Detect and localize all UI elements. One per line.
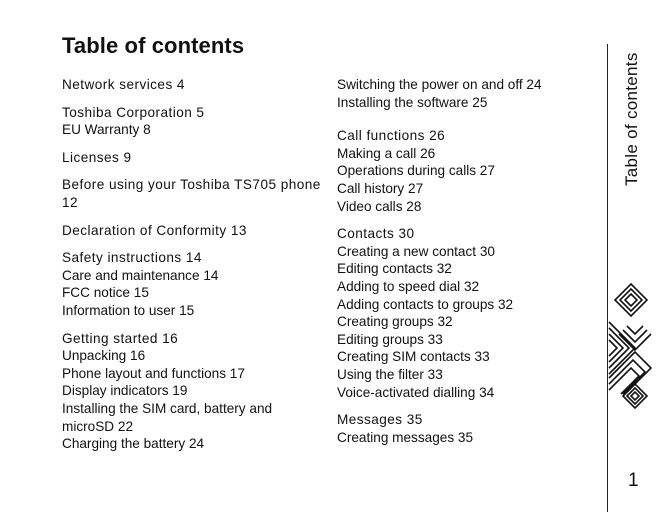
toc-entry[interactable]: Unpacking 16: [62, 348, 146, 364]
toc-entry[interactable]: Creating groups 32: [337, 314, 453, 330]
toc-section-heading[interactable]: Safety instructions 14: [62, 250, 202, 266]
toc-entry[interactable]: Phone layout and functions 17: [62, 365, 245, 381]
toc-entry[interactable]: Adding contacts to groups 32: [337, 296, 514, 312]
toc-entry[interactable]: Adding to speed dial 32: [337, 278, 480, 294]
toc-section-heading[interactable]: Messages 35: [337, 412, 423, 428]
toc-section-heading[interactable]: Getting started 16: [62, 330, 179, 346]
toc-section-heading[interactable]: Network services 4: [62, 77, 185, 92]
section-spacer: [337, 111, 597, 127]
toc-right-column: [337, 76, 597, 446]
toc-entry[interactable]: Using the filter 33: [337, 366, 443, 382]
toc-entry[interactable]: Editing groups 33: [337, 331, 443, 347]
section-spacer: [62, 239, 322, 249]
side-tab-title: Table of contents: [622, 52, 641, 186]
section-spacer: [62, 94, 322, 104]
page-title: Table of contents: [62, 33, 245, 58]
section-spacer: [337, 401, 597, 411]
section-spacer: [62, 139, 322, 149]
section-spacer: [62, 212, 322, 222]
toc-section-heading[interactable]: Before using your Toshiba TS705 phone 12: [62, 177, 321, 210]
toc-entry[interactable]: Creating SIM contacts 33: [337, 349, 490, 365]
toc-entry[interactable]: Creating messages 35: [337, 429, 474, 445]
toc-entry[interactable]: Installing the SIM card, battery and microSD 22: [62, 400, 273, 434]
toc-entry[interactable]: Creating a new contact 30: [337, 243, 495, 259]
section-spacer: [62, 166, 322, 176]
toc-section-heading[interactable]: Call functions 26: [337, 128, 446, 144]
toc-entry[interactable]: Charging the battery 24: [62, 436, 205, 452]
toc-entry[interactable]: Operations during calls 27: [337, 163, 495, 179]
section-spacer: [62, 320, 322, 330]
toc-entry[interactable]: EU Warranty 8: [62, 122, 151, 138]
section-spacer: [337, 215, 597, 225]
toc-section-heading[interactable]: Licenses 9: [62, 149, 132, 165]
toc-entry[interactable]: Video calls 28: [337, 198, 422, 214]
toc-entry[interactable]: Voice-activated dialling 34: [337, 384, 495, 400]
toc-section-heading[interactable]: Toshiba Corporation 5: [62, 104, 205, 120]
toc-entry[interactable]: Making a call 26: [337, 145, 436, 161]
toc-entry[interactable]: Information to user 15: [62, 302, 195, 318]
toc-entry[interactable]: Display indicators 19: [62, 383, 188, 399]
toc-entry[interactable]: Call history 27: [337, 180, 424, 196]
margin-rule: [607, 44, 608, 512]
toc-entry[interactable]: Editing contacts 32: [337, 261, 452, 277]
toc-entry[interactable]: Installing the software 25: [337, 94, 488, 110]
toc-entry[interactable]: Care and maintenance 14: [62, 267, 219, 283]
toc-section-heading[interactable]: Declaration of Conformity 13: [62, 222, 247, 238]
toc-left-column: [62, 76, 322, 453]
toc-section-heading[interactable]: Contacts 30: [337, 226, 415, 242]
concentric-diamonds-icon: [605, 282, 657, 422]
page-number: 1: [628, 470, 639, 491]
toc-entry[interactable]: FCC notice 15: [62, 285, 149, 301]
toc-entry[interactable]: Switching the power on and off 24: [337, 77, 542, 92]
